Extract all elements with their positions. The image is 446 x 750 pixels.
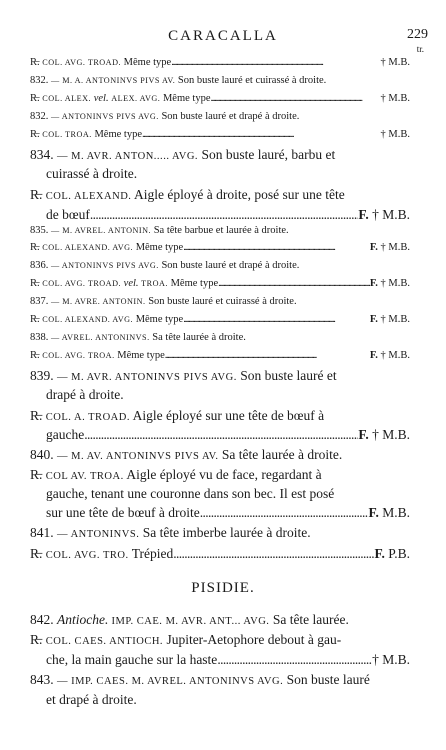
entry-rarity: F. (358, 427, 373, 442)
entry-metal (381, 57, 410, 68)
entry-line-text (30, 368, 337, 384)
entry-it: Antioche. (57, 612, 109, 627)
entry-line (30, 408, 410, 424)
entry-sc: — M. AVRE. ANTONIN. (51, 297, 146, 306)
entry-text: Aigle éployé sur une tête de bœuf à (129, 408, 325, 423)
entry-line (30, 260, 410, 271)
entry-rev: R̶. (30, 278, 43, 289)
leader-dots (171, 57, 380, 68)
entry-sc: COL. TROA. (42, 130, 92, 139)
entry-line (30, 278, 410, 289)
entry-sc: COL. A. TROAD. (45, 412, 130, 423)
entry-line-text (46, 505, 200, 521)
entry-module: † M.B. (372, 652, 410, 667)
entry-module: P.B. (388, 546, 410, 561)
page-number: 229 (407, 27, 428, 42)
entry-sc: COL. AVG. TRO. (45, 550, 129, 561)
section-title: PISIDIE. (191, 580, 255, 596)
entry-text: Son buste lauré (283, 672, 370, 687)
entry-sc: — M. AVREL. ANTONIN. (51, 226, 152, 235)
entry-num: 832. (30, 75, 51, 86)
entry-text: sur une tête de bœuf à droite (46, 505, 200, 520)
entry-sc2: ALEX. AVG. (111, 94, 161, 103)
leader-dots (183, 314, 370, 325)
entry-line-text (46, 486, 334, 502)
entry-sc: IMP. CAE. M. AVR. ANT... AVG. (108, 616, 270, 627)
leader-dots (183, 242, 370, 253)
entry-text: Sa tête barbue et laurée à droite. (151, 225, 289, 236)
entry-text: Sa tête laurée à droite. (218, 447, 343, 462)
entry-line-text (30, 278, 218, 289)
entry-module: † M.B. (372, 427, 410, 442)
entry-line (46, 427, 410, 443)
entry-num: 839. (30, 368, 57, 383)
entry-rev: R̶. (30, 129, 43, 140)
entry-line (30, 111, 410, 122)
entry-text: Son buste lauré et (236, 368, 337, 383)
entry-line-text (46, 692, 137, 707)
entry-sc: COL. ALEXAND. AVG. (42, 243, 134, 252)
entry-line-text (30, 187, 345, 203)
running-title: CARACALLA (168, 28, 278, 44)
entry-num: 842. (30, 612, 57, 627)
entry-module: † M.B. (380, 242, 410, 253)
entry-line (30, 296, 410, 307)
entry-num: 837. (30, 296, 51, 307)
entry-rev: R̶. (30, 93, 43, 104)
entry-text: Son buste lauré et cuirassé à droite. (175, 75, 327, 86)
entry-line (46, 652, 410, 668)
entry-text: cuirassé à droite. (46, 166, 138, 181)
entry-text: Même type (160, 93, 211, 104)
entry-num: 841. (30, 525, 57, 540)
entry-line (30, 147, 410, 163)
entry-line (30, 225, 410, 236)
entry-text: de bœuf (46, 207, 90, 222)
entry-metal (381, 93, 410, 104)
entry-line-text (30, 350, 165, 361)
entry-it: vel. (91, 93, 112, 104)
entry-line (30, 467, 410, 483)
entry-line (30, 75, 410, 86)
entry-num: 835. (30, 225, 51, 236)
entry-line-text (30, 147, 335, 163)
entry-text: gauche (46, 427, 85, 442)
entry-sc: — M. AV. ANTONINVS PIVS AV. (57, 451, 219, 462)
entry-text: Sa tête laurée à droite. (149, 332, 246, 343)
entry-sc: COL. ALEXAND. AVG. (42, 315, 134, 324)
entry-line-text (30, 225, 289, 236)
entry-rarity: F. (369, 242, 381, 253)
entry-line (46, 166, 410, 182)
entry-line-text (30, 242, 183, 253)
entry-rev: R̶. (30, 187, 46, 202)
entry-line (30, 332, 410, 343)
entry-sc: — ANTONINVS PIVS AVG. (51, 261, 159, 270)
entry-sc: COL. CAES. ANTIOCH. (45, 636, 164, 647)
entry-rarity: F. (374, 546, 389, 561)
leader-dots (218, 278, 370, 289)
entry-line (30, 546, 410, 562)
entry-rarity: F. (368, 505, 383, 520)
entry-sc: COL. AVG. TROAD. (42, 58, 122, 67)
entry-module: M.B. (382, 505, 410, 520)
entry-line-text (30, 525, 311, 540)
entry-sc: — M. A. ANTONINVS PIVS AV. (51, 76, 176, 85)
entry-line-text (46, 652, 217, 668)
entry-metal (358, 427, 410, 443)
entry-text: che, la main gauche sur la haste (46, 652, 218, 667)
entry-text: gauche, tenant une couronne dans son bec. Il est posé (46, 486, 335, 501)
entry-text: Même type (114, 350, 165, 361)
leader-dots (173, 546, 374, 562)
entry-line-text (30, 93, 210, 104)
entry-sc: — M. AVR. ANTONINVS PIVS AVG. (57, 372, 237, 383)
leader-dots (200, 505, 369, 521)
leader-dots (84, 427, 358, 443)
entry-it: vel. (121, 278, 142, 289)
entry-metal (374, 546, 410, 562)
leader-dots (142, 129, 381, 140)
entry-line-text (30, 546, 173, 562)
entry-rarity: F. (358, 207, 373, 222)
entry-line (30, 129, 410, 140)
entry-text: Sa tête laurée. (269, 612, 349, 627)
entry-text: et drapé à droite. (46, 692, 137, 707)
entry-text: drapé à droite. (46, 387, 124, 402)
entry-module: † M.B. (380, 57, 410, 68)
entry-text: Aigle éployé vu de face, regardant à (123, 467, 322, 482)
entry-line-text (46, 427, 84, 443)
entry-line-text (30, 260, 299, 271)
entry-line (46, 486, 410, 502)
leader-dots (217, 652, 372, 668)
entry-rarity: F. (369, 314, 381, 325)
entry-text: Son buste lauré et drapé à droite. (158, 111, 300, 122)
entry-sc: COL. AVG. TROAD. (42, 279, 122, 288)
entry-metal (368, 505, 410, 521)
entry-module: † M.B. (380, 93, 410, 104)
entry-metal (370, 242, 410, 253)
entry-sc: COL. ALEXAND. (45, 191, 132, 202)
entry-rev: R̶. (30, 467, 46, 482)
entry-num: 832. (30, 111, 51, 122)
entry-sc: — ANTONINVS PIVS AVG. (51, 112, 159, 121)
entry-line (30, 242, 410, 253)
entry-text: Son buste lauré, barbu et (198, 147, 336, 162)
entry-rev: R̶. (30, 314, 43, 325)
entry-line (30, 187, 410, 203)
entry-text: Aigle éployé à droite, posé sur une tête (131, 187, 345, 202)
entry-metal (372, 652, 410, 668)
leader-dots (210, 93, 380, 104)
entry-text: Même type (133, 314, 184, 325)
entry-text: Même type (121, 57, 172, 68)
entry-metal (381, 129, 410, 140)
entry-line (30, 57, 410, 68)
entry-module: † M.B. (380, 278, 410, 289)
entry-num: 834. (30, 147, 57, 162)
leader-dots (165, 350, 370, 361)
leader-dots (90, 207, 358, 223)
entry-module: † M.B. (380, 314, 410, 325)
entry-module: † M.B. (372, 207, 410, 222)
entry-rarity: F. (369, 350, 381, 361)
entry-rev: R̶. (30, 242, 43, 253)
entry-line-text (46, 166, 137, 181)
signature-mark: tr. (416, 44, 424, 54)
entry-line-text (30, 296, 297, 307)
entry-text: Même type (91, 129, 142, 140)
entry-line-text (30, 57, 171, 68)
entry-line-text (30, 408, 324, 424)
entry-line-text (30, 447, 342, 462)
entry-line (30, 93, 410, 104)
entry-num: 838. (30, 332, 51, 343)
entry-line (30, 368, 410, 384)
entry-sc: COL AV. TROA. (45, 471, 124, 482)
entry-rev: R̶. (30, 57, 43, 68)
entry-sc: — IMP. CAES. M. AVREL. ANTONINVS AVG. (57, 676, 284, 687)
entry-line (30, 447, 410, 463)
entry-line (46, 387, 410, 403)
entry-text: Son buste lauré et drapé à droite. (158, 260, 300, 271)
entry-metal (358, 207, 410, 223)
entry-num: 843. (30, 672, 57, 687)
entry-sc: COL. ALEX. (42, 94, 92, 103)
entry-line (30, 632, 410, 648)
entry-line-text (30, 75, 326, 86)
entry-text: Même type (133, 242, 184, 253)
entry-num: 840. (30, 447, 57, 462)
entry-line (46, 692, 410, 708)
entry-line (30, 672, 410, 688)
entry-text: Sa tête imberbe laurée à droite. (139, 525, 311, 540)
entry-line (30, 314, 410, 325)
entry-line-text (30, 332, 246, 343)
entry-line (30, 612, 410, 628)
entry-sc2: TROA. (141, 279, 168, 288)
entry-rev: R̶. (30, 350, 43, 361)
entry-line-text (30, 314, 183, 325)
entry-line-text (46, 387, 124, 402)
entry-line-text (30, 129, 142, 140)
entry-sc: — M. AVR. ANTON..... AVG. (57, 151, 199, 162)
entry-rarity: F. (369, 278, 381, 289)
entry-line (46, 505, 410, 521)
entry-text: Son buste lauré et cuirassé à droite. (145, 296, 297, 307)
entry-sc: — AVREL. ANTONINVS. (51, 333, 150, 342)
entry-rev: R̶. (30, 632, 46, 647)
entry-text: Trépied (128, 546, 174, 561)
entry-line-text (30, 612, 349, 627)
entry-line (30, 350, 410, 361)
entry-line-text (46, 207, 90, 223)
entry-metal (370, 314, 410, 325)
entry-line (46, 207, 410, 223)
entry-num: 836. (30, 260, 51, 271)
entry-sc: COL. AVG. TROA. (42, 351, 115, 360)
entry-metal (370, 350, 410, 361)
entry-line-text (30, 632, 341, 648)
entry-text: Jupiter-Aetophore debout à gau- (163, 632, 342, 647)
entry-metal (370, 278, 410, 289)
entry-line-text (30, 672, 370, 688)
entry-module: † M.B. (380, 129, 410, 140)
entry-module: † M.B. (380, 350, 410, 361)
entry-sc: — ANTONINVS. (57, 529, 140, 540)
entry-rev: R̶. (30, 408, 46, 423)
entry-text: Même type (167, 278, 219, 289)
entry-line-text (30, 467, 322, 483)
entry-rev: R̶. (30, 546, 46, 561)
entry-line-text (30, 111, 299, 122)
entry-line (30, 525, 410, 541)
